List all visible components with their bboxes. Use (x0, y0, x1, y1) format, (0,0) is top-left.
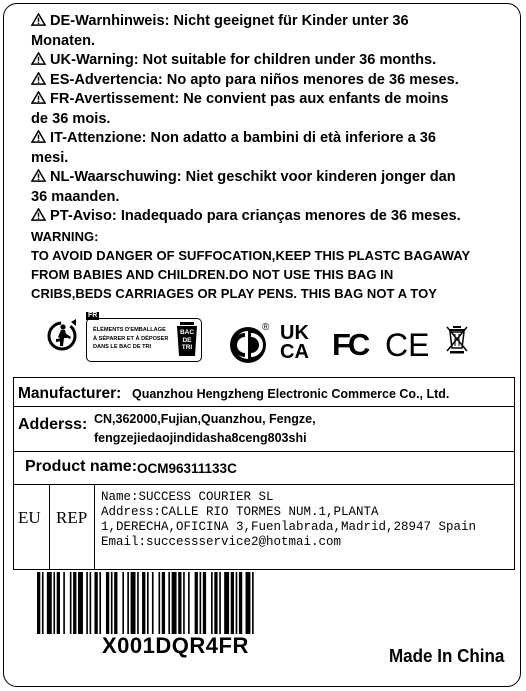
manufacturer-value: Quanzhou Hengzheng Electronic Commerce Co., Ltd. (132, 387, 450, 401)
barcode-bar (214, 572, 217, 634)
barcode-bar (168, 572, 170, 634)
barcode-bar (114, 572, 117, 634)
warning-text: IT-Attenzione: Non adatto a bambini di età inferiore a 36 (50, 130, 436, 146)
recycle-bin-icon (176, 321, 198, 357)
warning-text: FR-Avertissement: Ne convient pas aux enfants de moins (50, 91, 449, 107)
bin-text-line: BAC (179, 329, 195, 336)
barcode-bar (231, 572, 234, 634)
bin-text-line: DE (182, 336, 192, 344)
bin-text-line: TRI (181, 344, 193, 351)
barcode-bar (42, 572, 44, 634)
suffocation-heading: WARNING: (31, 228, 99, 244)
ukca-bottom: CA (280, 341, 309, 363)
manufacturer-row (14, 378, 514, 407)
barcode-bar (106, 572, 109, 634)
warning-fr (31, 90, 506, 129)
warning-text: ES-Advertencia: No apto para niños menores de 36 meses. (50, 71, 459, 88)
warning-triangle-icon (31, 72, 46, 85)
info-tri-box (86, 312, 202, 362)
barcode-bar (203, 572, 206, 634)
warning-triangle-icon (31, 208, 46, 221)
barcode-bar (188, 572, 190, 634)
barcode-bar (90, 572, 92, 634)
barcode-bar (94, 572, 97, 634)
warning-it (31, 129, 506, 168)
warning-de (31, 12, 506, 51)
eu-rep-name: Name:SUCCESS COURIER SL (101, 490, 274, 504)
fr-tag: FR (88, 312, 98, 319)
barcode-bar (137, 572, 139, 634)
eu-label: EU (18, 508, 41, 527)
eu-rep-address-line1: Address:CALLE RIO TORMES NUM.1,PLANTA (101, 505, 379, 519)
weee-bin-icon (446, 324, 468, 354)
suffocation-line: TO AVOID DANGER OF SUFFOCATION,KEEP THIS PLASTC BAGAWAY (31, 247, 471, 263)
warning-text: mesi. (31, 149, 69, 166)
warning-text: Monaten. (31, 32, 96, 49)
barcode-bar (147, 572, 149, 634)
registered-mark: ® (262, 322, 270, 333)
eu-rep-row (14, 485, 514, 569)
triman-text-line: À SÉPARER ET À DÉPOSER (93, 335, 169, 342)
suffocation-line: FROM BABIES AND CHILDREN.DO NOT USE THIS BAG IN (31, 267, 394, 283)
barcode-bar (172, 572, 177, 634)
eu-rep-address-line2: 1,DERECHA,OFICINA 3,Fuenlabrada,Madrid,28947 Spain (101, 520, 477, 534)
triman-text-line: ÉLÉMENTS D'EMBALLAGE (93, 327, 166, 333)
address-line1: CN,362000,Fujian,Quanzhou, Fengze, (94, 412, 316, 426)
barcode-bar (131, 572, 136, 634)
warning-text: UK-Warning: Not suitable for children under 36 months. (50, 52, 437, 68)
barcode-bar (73, 572, 76, 634)
barcode-bar (70, 572, 72, 634)
barcode-number: X001DQR4FR (102, 633, 249, 658)
barcode-bar (47, 572, 52, 634)
address-line2: fengzejiedaojindidasha8ceng803shi (94, 431, 307, 445)
address-row (14, 407, 514, 452)
warning-triangle-icon (31, 13, 46, 26)
warning-triangle-icon (31, 169, 46, 182)
barcode-bar (246, 572, 251, 634)
product-value: OCM96311133C (137, 461, 237, 476)
rep-label: REP (56, 508, 88, 527)
barcode-bar (99, 572, 101, 634)
warning-text: PT-Aviso: Inadequado para crianças menores de 36 meses. (50, 208, 461, 224)
warning-text: de 36 mois. (31, 110, 111, 127)
barcode-bar (195, 572, 198, 634)
barcode-bar (152, 572, 154, 634)
barcode-bar (252, 572, 254, 634)
triman-text (93, 326, 173, 352)
barcode-bar (86, 572, 88, 634)
barcode-bar (183, 572, 185, 634)
barcode-bar (111, 572, 113, 634)
ukca-mark (280, 324, 314, 362)
barcode-bar (219, 572, 221, 634)
barcode-bar (162, 572, 165, 634)
compliance-marks (44, 312, 484, 372)
barcode-bar (122, 572, 124, 634)
address-label: Adderss: (18, 416, 88, 433)
triman-text-line: DANS LE BAC DE TRI (93, 344, 152, 351)
suffocation-line: CRIBS,BEDS CARRIAGES OR PLAY PENS. THIS BAG NOT A TOY (31, 286, 437, 302)
warning-triangle-icon (31, 130, 46, 143)
warning-triangle-icon (31, 52, 46, 65)
barcode-bar (63, 572, 65, 634)
warning-text: NL-Waarschuwing: Niet geschikt voor kinderen jonger dan (50, 169, 456, 185)
product-row (14, 452, 514, 485)
warning-pt (31, 207, 506, 227)
barcode-bar (158, 572, 160, 634)
barcode-bar (53, 572, 55, 634)
warning-nl (31, 168, 506, 207)
barcode-bar (78, 572, 83, 634)
column-divider (49, 485, 50, 569)
info-table (13, 377, 515, 570)
fcc-mark: FC (332, 327, 368, 362)
product-label: Product name: (25, 458, 138, 475)
manufacturer-label: Manufacturer: (18, 385, 122, 402)
warning-triangle-icon (31, 91, 46, 104)
barcode (37, 572, 257, 634)
ukca-top: UK (280, 322, 309, 344)
warning-text: 36 maanden. (31, 188, 120, 205)
ce-mark: CE (385, 327, 430, 363)
barcode-bar (211, 572, 213, 634)
barcode-bar (239, 572, 242, 634)
suffocation-warning (31, 227, 506, 304)
warning-uk (31, 51, 506, 71)
eu-rep-details (101, 490, 511, 550)
barcode-bar (127, 572, 129, 634)
warning-text: DE-Warnhinweis: Nicht geeignet für Kinder unter 36 (50, 13, 409, 29)
warning-block (31, 12, 506, 304)
warning-es (31, 71, 506, 91)
barcode-bar (142, 572, 145, 634)
made-in-label: Made In China (389, 645, 505, 666)
barcode-bar (224, 572, 229, 634)
column-divider (94, 485, 95, 569)
barcode-bar (200, 572, 202, 634)
barcode-bar (178, 572, 181, 634)
triman-icon (44, 316, 80, 356)
barcode-bar (57, 572, 60, 634)
barcode-bar (236, 572, 238, 634)
barcode-bar (37, 572, 40, 634)
eu-rep-email: Email:successservice2@hotmai.com (101, 535, 342, 549)
